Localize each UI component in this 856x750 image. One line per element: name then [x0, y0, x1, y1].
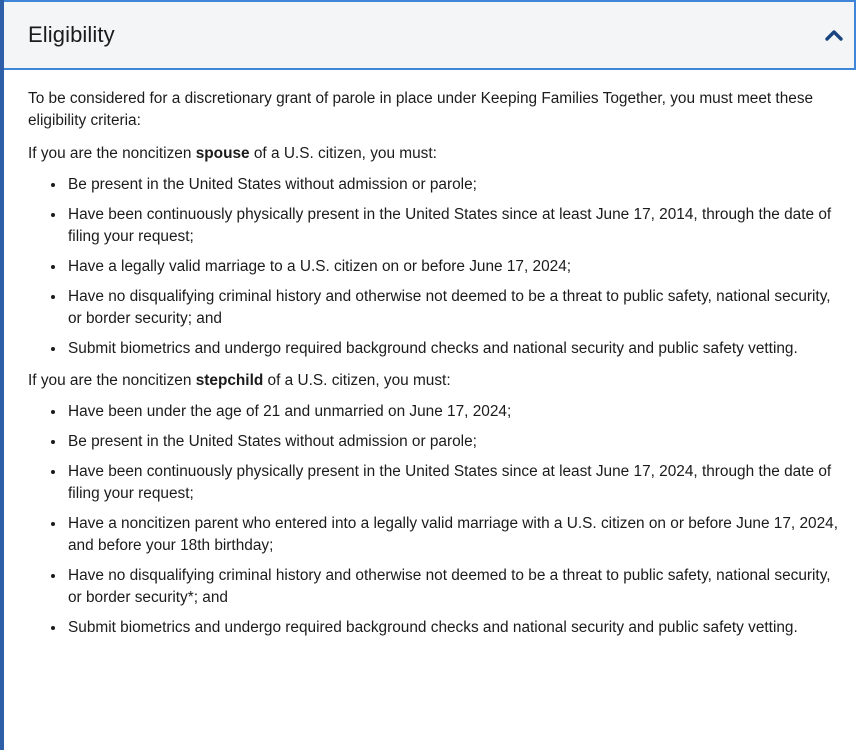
- stepchild-lead-prefix: If you are the noncitizen: [28, 372, 196, 389]
- list-item: • Submit biometrics and undergo required background checks and national security and public safety vetting.: [66, 338, 842, 360]
- spouse-lead-suffix: of a U.S. citizen, you must:: [249, 145, 437, 162]
- list-item: • Have a noncitizen parent who entered into a legally valid marriage with a U.S. citizen on or before June 17, 2024, and before your 18th birthday;: [66, 513, 842, 557]
- spouse-lead-paragraph: [28, 143, 842, 165]
- stepchild-lead-paragraph: [28, 370, 842, 392]
- list-item: • Have no disqualifying criminal history and otherwise not deemed to be a threat to public safety, national security, or border security; and: [66, 286, 842, 330]
- list-item: • Be present in the United States without admission or parole;: [66, 431, 842, 453]
- list-item: • Be present in the United States without admission or parole;: [66, 174, 842, 196]
- stepchild-lead-suffix: of a U.S. citizen, you must:: [263, 372, 451, 389]
- spouse-criteria-list: [28, 174, 842, 360]
- chevron-up-icon[interactable]: [824, 28, 844, 42]
- accordion-content: [4, 70, 856, 639]
- list-item: • Have no disqualifying criminal history and otherwise not deemed to be a threat to public safety, national security, or border security*; and: [66, 565, 842, 609]
- list-item: • Have been continuously physically present in the United States since at least June 17, 2024, through the date of filing your request;: [66, 461, 842, 505]
- accordion-header-button[interactable]: [4, 0, 856, 70]
- intro-paragraph: To be considered for a discretionary grant of parole in place under Keeping Families Together, you must meet these eligibility criteria:: [28, 90, 814, 129]
- list-item: • Submit biometrics and undergo required background checks and national security and public safety vetting.: [66, 617, 842, 639]
- stepchild-lead-bold: stepchild: [195, 372, 264, 389]
- accordion-title: Eligibility: [28, 22, 115, 47]
- list-item: • Have been continuously physically present in the United States since at least June 17, 2014, through the date of filing your request;: [66, 204, 842, 248]
- list-item: • Have been under the age of 21 and unmarried on June 17, 2024;: [66, 401, 842, 423]
- spouse-lead-bold: spouse: [195, 145, 250, 162]
- spouse-lead-prefix: If you are the noncitizen: [28, 145, 196, 162]
- stepchild-criteria-list: [28, 401, 842, 639]
- list-item: • Have a legally valid marriage to a U.S. citizen on or before June 17, 2024;: [66, 256, 842, 278]
